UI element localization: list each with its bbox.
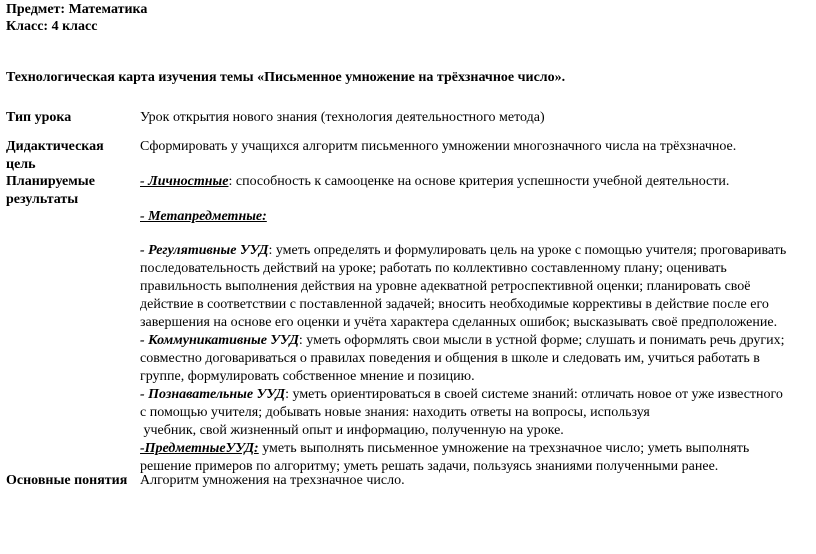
regulatory-line: завершения на основе его оценки и учёта характера сделанных ошибок; высказывать своё предположение. [140, 315, 778, 330]
communicative-heading: - Коммуникативные УУД [140, 333, 299, 348]
didactic-goal-label: Дидактическая цель [6, 139, 104, 172]
personal-results-heading: - Личностные [140, 174, 229, 189]
communicative-line: совместно договариваться о правилах поведения и общения в школе и следовать им, учиться работать в [140, 351, 760, 366]
regulatory-text: : уметь определять и формулировать цель на уроке с помощью учителя; проговаривать [268, 243, 787, 258]
regulatory-line: последовательность действий на уроке; работать по коллективно составленному плану; оценивать [140, 261, 727, 276]
cognitive-line: учебник, свой жизненный опыт и информацию, полученную на уроке. [140, 423, 564, 438]
didactic-goal-value: Сформировать у учащихся алгоритм письменного умножении многозначного числа на трёхзначное. [140, 139, 737, 154]
cognitive-heading: - Познавательные УУД [140, 387, 286, 402]
personal-results-text: : способность к самооценке на основе критерия успешности учебной деятельности. [228, 174, 730, 189]
cognitive-text: : уметь ориентироваться в своей системе знаний: отличать новое от уже известного [285, 387, 783, 402]
regulatory-line: действие в соответствии с поставленной задачей; вносить необходимые коррективы в действие после его [140, 297, 769, 312]
cognitive-line: с помощью учителя; добывать новые знания: находить ответы на вопросы, используя [140, 405, 650, 420]
metasubject-heading [140, 208, 816, 226]
personal-results [140, 173, 816, 191]
metasubject-heading-text: - Метапредметные: [140, 209, 267, 224]
basic-concepts-value: Алгоритм умножения на трехзначное число. [140, 473, 405, 488]
planned-results-label: Планируемые результаты [6, 174, 95, 207]
communicative-line [140, 332, 816, 350]
lesson-type-value: Урок открытия нового знания (технология деятельностного метода) [140, 110, 545, 125]
regulatory-block [140, 242, 816, 476]
subject-results-text: уметь выполнять письменное умножение на трехзначное число; уметь выполнять [258, 441, 750, 456]
regulatory-line: правильность выполнения действия на уровне адекватной ретроспективной оценки; планировать своё [140, 279, 751, 294]
communicative-text: : уметь оформлять свои мысли в устной форме; слушать и понимать речь других; [298, 333, 785, 348]
subject-line: Предмет: Математика [6, 2, 148, 17]
subject-results-line [140, 440, 816, 458]
basic-concepts-label: Основные понятия [6, 473, 128, 488]
lesson-type-label: Тип урока [6, 110, 72, 125]
grade-line: Класс: 4 класс [6, 19, 98, 34]
communicative-line: группе, формулировать собственное мнение и позицию. [140, 369, 475, 384]
subject-results-line: решение примеров по алгоритму; уметь решать задачи, пользуясь знаниями полученными ранее. [140, 459, 719, 474]
regulatory-line [140, 242, 816, 260]
document-title: Технологическая карта изучения темы «Письменное умножение на трёхзначное число». [6, 70, 566, 85]
subject-results-heading: -ПредметныеУУД: [140, 441, 259, 456]
regulatory-heading: - Регулятивные УУД [140, 243, 269, 258]
cognitive-line [140, 386, 816, 404]
